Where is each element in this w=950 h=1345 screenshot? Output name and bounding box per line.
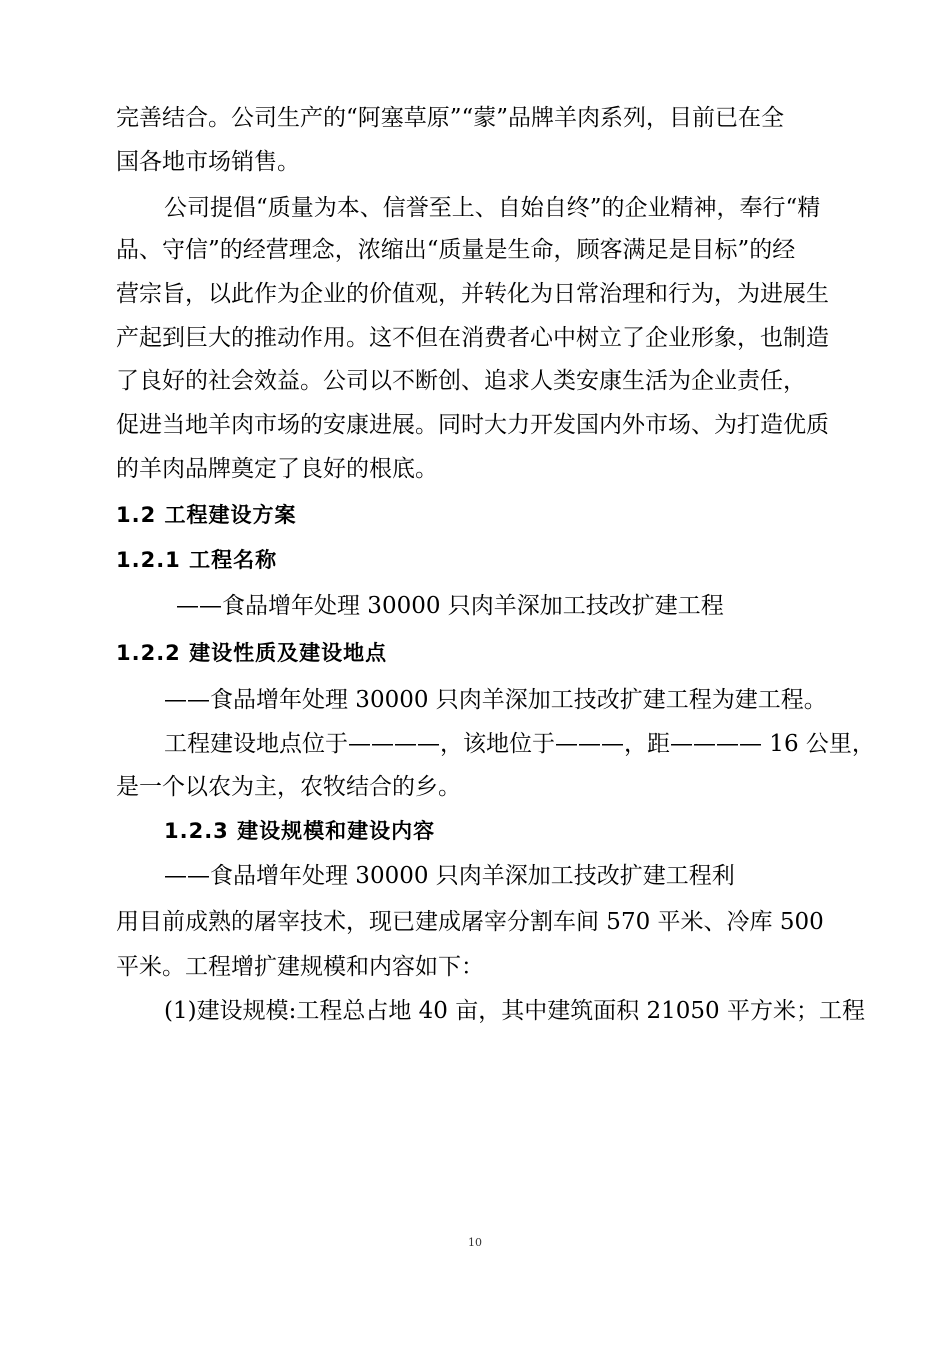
body-text-line: 完善结合。公司生产的“阿塞草原”“蒙”品牌羊肉系列，目前已在全 bbox=[116, 105, 785, 131]
body-text-line: ——食品增年处理 30000 只肉羊深加工技改扩建工程为建工程。 bbox=[164, 687, 827, 713]
body-text-line: 促进当地羊肉市场的安康进展。同时大力开发国内外市场、为打造优质 bbox=[116, 412, 829, 438]
body-text-line: ——食品增年处理 30000 只肉羊深加工技改扩建工程利 bbox=[164, 863, 735, 889]
body-text-line: 平米。工程增扩建规模和内容如下： bbox=[116, 954, 484, 980]
body-text-line: 是一个以农为主，农牧结合的乡。 bbox=[116, 774, 461, 800]
body-text-line: 的羊肉品牌奠定了良好的根底。 bbox=[116, 456, 438, 482]
body-text-line: 公司提倡“质量为本、信誉至上、自始自终”的企业精神，奉行“精 bbox=[164, 195, 821, 221]
body-text-line: (1)建设规模:工程总占地 40 亩，其中建筑面积 21050 平方米；工程 bbox=[164, 998, 866, 1024]
section-heading: 1.2.2 建设性质及建设地点 bbox=[116, 641, 388, 665]
body-text-line: 产起到巨大的推动作用。这不但在消费者心中树立了企业形象，也制造 bbox=[116, 325, 829, 351]
body-text-line: 了良好的社会效益。公司以不断创、追求人类安康生活为企业责任， bbox=[116, 368, 806, 394]
body-text-line: 营宗旨，以此作为企业的价值观，并转化为日常治理和行为，为进展生 bbox=[116, 281, 829, 307]
project-name: ——食品增年处理 30000 只肉羊深加工技改扩建工程 bbox=[176, 593, 724, 619]
section-heading: 1.2.1 工程名称 bbox=[116, 548, 278, 572]
body-text-line: 工程建设地点位于————，该地位于———，距———— 16 公里， bbox=[164, 731, 875, 757]
body-text-line: 用目前成熟的屠宰技术，现已建成屠宰分割车间 570 平米、冷库 500 bbox=[116, 909, 824, 935]
section-heading: 1.2.3 建设规模和建设内容 bbox=[164, 819, 436, 843]
body-text-line: 国各地市场销售。 bbox=[116, 149, 300, 175]
section-heading: 1.2 工程建设方案 bbox=[116, 503, 297, 527]
page-number: 10 bbox=[468, 1236, 482, 1249]
body-text-line: 品、守信”的经营理念，浓缩出“质量是生命，顾客满足是目标”的经 bbox=[116, 237, 796, 263]
